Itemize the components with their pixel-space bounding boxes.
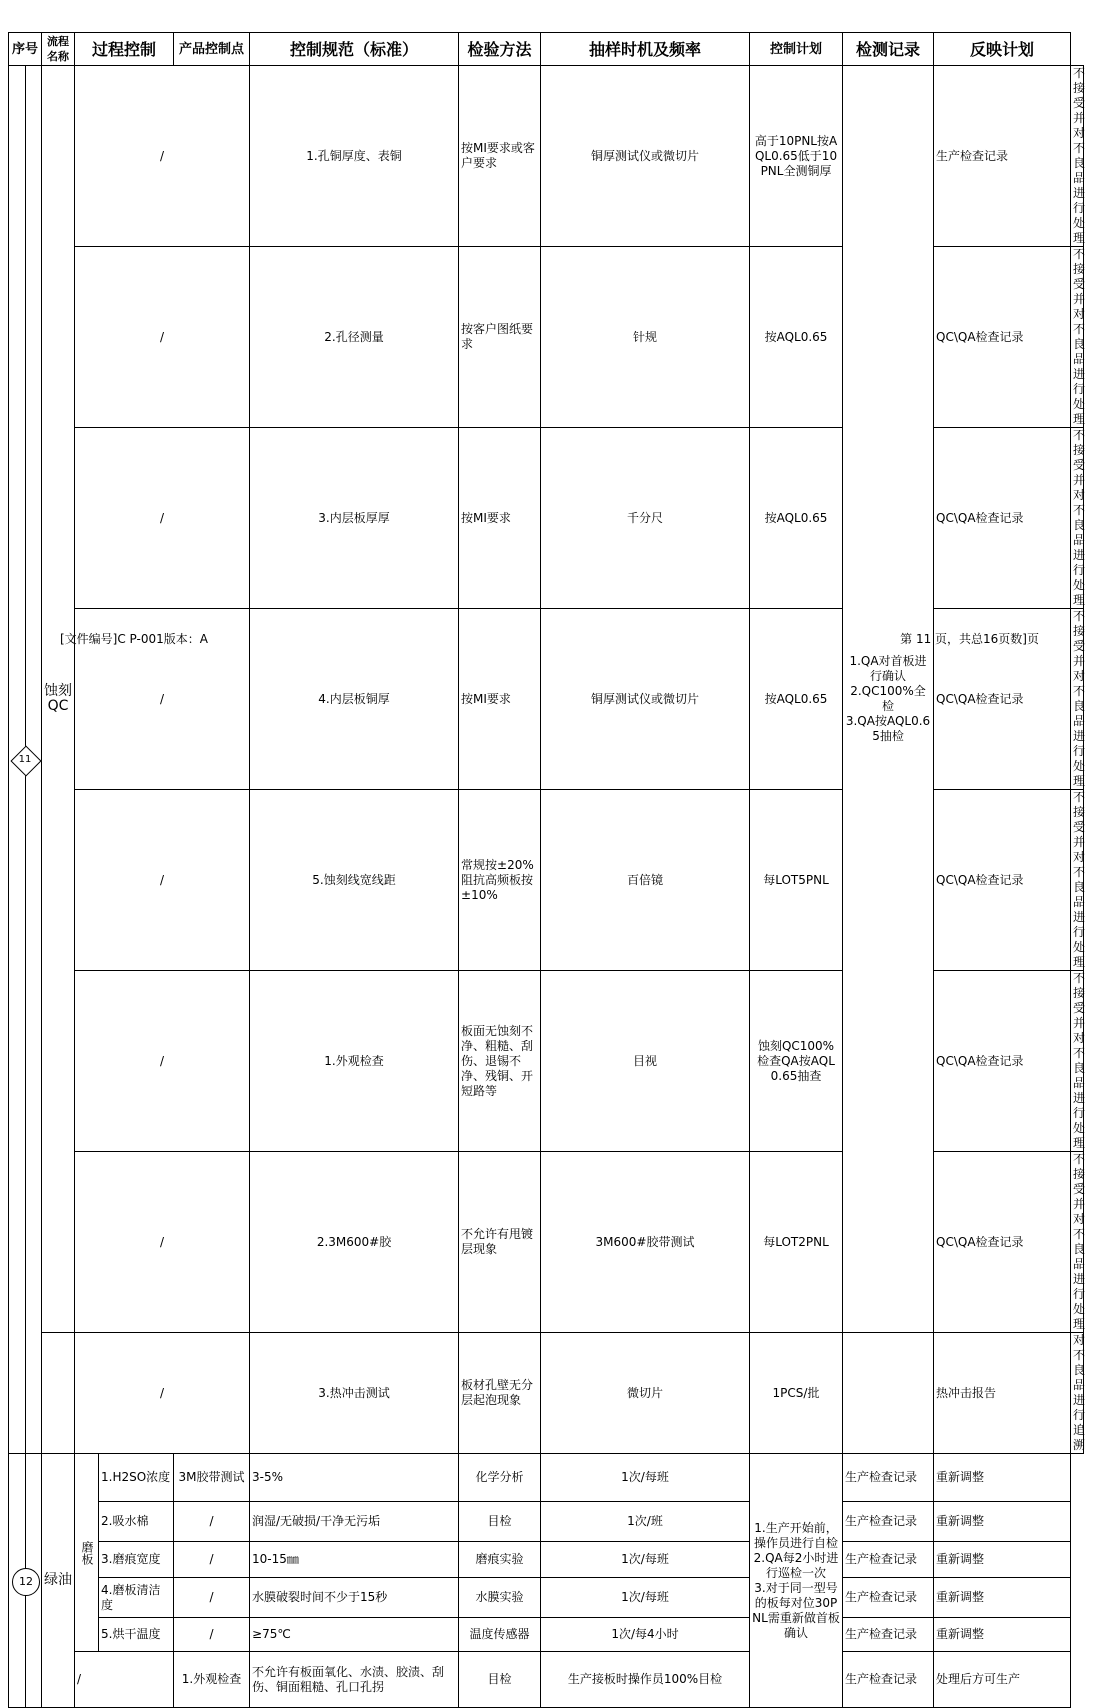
sampling-frequency: 蚀刻QC100%检查QA按AQL0.65抽查 <box>750 971 843 1152</box>
process-control: 5.烘干温度 <box>99 1618 174 1652</box>
control-spec: 3-5% <box>250 1454 459 1502</box>
sampling-frequency: 按AQL0.65 <box>750 428 843 609</box>
inspection-record: QC\QA检查记录 <box>934 609 1071 790</box>
reaction-plan: 不接受并对不良品进行处理 <box>1071 428 1084 609</box>
inspection-record: QC\QA检查记录 <box>934 428 1071 609</box>
inspection-record: QC\QA检查记录 <box>934 1152 1071 1333</box>
header-sampling: 抽样时机及频率 <box>541 33 750 66</box>
step-circle-icon: 12 <box>12 1568 40 1596</box>
control-spec: 水膜破裂时间不少于15秒 <box>250 1578 459 1618</box>
sampling-frequency: 生产接板时操作员100%目检 <box>541 1652 750 1708</box>
control-spec: 常规按±20%阻抗高频板按±10% <box>459 790 541 971</box>
control-point: / <box>174 1578 250 1618</box>
reaction-plan: 对不良品进行追溯 <box>1071 1333 1084 1454</box>
inspection-record: 热冲击报告 <box>934 1333 1071 1454</box>
header-plan: 控制计划 <box>750 33 843 66</box>
inspection-method: 温度传感器 <box>459 1618 541 1652</box>
inspection-method: 铜厚测试仪或微切片 <box>541 66 750 247</box>
control-spec: 不允许有甩镀层现象 <box>459 1152 541 1333</box>
process-control: 3.磨痕宽度 <box>99 1542 174 1578</box>
sampling-frequency: 1次/每班 <box>541 1454 750 1502</box>
stage-name: 绿油 <box>42 1454 75 1708</box>
inspection-method: 目检 <box>459 1652 541 1708</box>
inspection-method: 千分尺 <box>541 428 750 609</box>
table-row <box>9 1578 1084 1618</box>
control-spec: ≥75℃ <box>250 1618 459 1652</box>
inspection-record: QC\QA检查记录 <box>934 790 1071 971</box>
control-spec: 按MI要求 <box>459 609 541 790</box>
process-control: 4.磨板清洁度 <box>99 1578 174 1618</box>
stage-name-empty <box>42 1333 75 1454</box>
sampling-frequency: 1次/每班 <box>541 1578 750 1618</box>
reaction-plan: 不接受并对不良品进行处理 <box>1071 1152 1084 1333</box>
header-spec: 控制规范（标准） <box>250 33 459 66</box>
sampling-frequency: 按AQL0.65 <box>750 247 843 428</box>
reaction-plan: 不接受并对不良品进行处理 <box>1071 971 1084 1152</box>
control-plan-empty <box>843 1333 934 1454</box>
inspection-method: 微切片 <box>541 1333 750 1454</box>
inspection-record: 生产检查记录 <box>843 1618 934 1652</box>
header-row <box>9 33 1084 66</box>
process-control: / <box>75 66 250 247</box>
inspection-record: 生产检查记录 <box>934 66 1071 247</box>
reaction-plan: 重新调整 <box>934 1578 1071 1618</box>
inspection-record: 生产检查记录 <box>843 1542 934 1578</box>
control-plan: 1.QA对首板进行确认 2.QC100%全检 3.QA按AQL0.65抽检 <box>843 66 934 1333</box>
control-spec: 按MI要求 <box>459 428 541 609</box>
control-plan-table <box>8 32 1084 1708</box>
header-method: 检验方法 <box>459 33 541 66</box>
inspection-method: 3M600#胶带测试 <box>541 1152 750 1333</box>
footer-doc-number: [文件编号]C P-001版本：A <box>60 632 208 646</box>
sampling-frequency: 1PCS/批 <box>750 1333 843 1454</box>
control-point: 1.外观检查 <box>174 1652 250 1708</box>
sampling-frequency: 1次/班 <box>541 1502 750 1542</box>
header-control-point: 产品控制点 <box>174 33 250 66</box>
control-spec: 不允许有板面氧化、水渍、胶渍、刮伤、铜面粗糙、孔口孔拐 <box>250 1652 459 1708</box>
control-spec: 板材孔壁无分层起泡现象 <box>459 1333 541 1454</box>
sampling-frequency: 每LOT5PNL <box>750 790 843 971</box>
process-control: 1.H2SO浓度 <box>99 1454 174 1502</box>
control-point: 2.孔径测量 <box>250 247 459 428</box>
section-green-oil <box>9 1454 1084 1708</box>
inspection-method: 磨痕实验 <box>459 1542 541 1578</box>
control-point: / <box>174 1618 250 1652</box>
table-row <box>9 66 1084 247</box>
process-control: / <box>75 1333 250 1454</box>
reaction-plan: 不接受并对不良品进行处理 <box>1071 247 1084 428</box>
inspection-method: 水膜实验 <box>459 1578 541 1618</box>
control-spec: 润湿/无破损/干净无污垢 <box>250 1502 459 1542</box>
seq-cell <box>9 66 42 1454</box>
header-record: 检测记录 <box>843 33 934 66</box>
process-control: / <box>75 790 250 971</box>
process-control: / <box>75 428 250 609</box>
control-point: / <box>174 1502 250 1542</box>
control-point: 3.热冲击测试 <box>250 1333 459 1454</box>
reaction-plan: 重新调整 <box>934 1454 1071 1502</box>
reaction-plan: 重新调整 <box>934 1618 1071 1652</box>
inspection-method: 目视 <box>541 971 750 1152</box>
inspection-method: 百倍镜 <box>541 790 750 971</box>
control-point: 5.蚀刻线宽线距 <box>250 790 459 971</box>
inspection-record: 生产检查记录 <box>843 1454 934 1502</box>
sampling-frequency: 1次/每4小时 <box>541 1618 750 1652</box>
table-row <box>9 1454 1084 1502</box>
reaction-plan: 不接受并对不良品进行处理 <box>1071 66 1084 247</box>
header-process-control: 过程控制 <box>75 33 174 66</box>
inspection-record: 生产检查记录 <box>843 1652 934 1708</box>
table-row <box>9 1333 1084 1454</box>
table-row <box>9 1652 1084 1708</box>
table-row <box>9 1542 1084 1578</box>
table-row <box>9 1618 1084 1652</box>
section-etching-qc <box>9 66 1084 1454</box>
sub-process: 磨板 <box>75 1454 99 1652</box>
header-seq: 序号 <box>9 33 42 66</box>
header-reaction: 反映计划 <box>934 33 1071 66</box>
inspection-record: QC\QA检查记录 <box>934 247 1071 428</box>
control-point: 2.3M600#胶 <box>250 1152 459 1333</box>
sampling-frequency: 1次/每班 <box>541 1542 750 1578</box>
control-spec: 板面无蚀刻不净、粗糙、刮伤、退锡不净、残铜、开短路等 <box>459 971 541 1152</box>
reaction-plan: 不接受并对不良品进行处理 <box>1071 609 1084 790</box>
process-control: / <box>75 1652 174 1708</box>
stage-name: 蚀刻QC <box>42 66 75 1333</box>
inspection-record: 生产检查记录 <box>843 1578 934 1618</box>
control-point: 3M胶带测试 <box>174 1454 250 1502</box>
control-plan: 1.生产开始前，操作员进行自检 2.QA每2小时进行巡检一次 3.对于同一型号的板每对位30PNL需重新做首板确认 <box>750 1454 843 1708</box>
inspection-method: 针规 <box>541 247 750 428</box>
process-control: / <box>75 1152 250 1333</box>
sampling-frequency: 高于10PNL按AQL0.65低于10PNL全测铜厚 <box>750 66 843 247</box>
control-point: / <box>174 1542 250 1578</box>
seq-cell <box>9 1454 42 1708</box>
process-control: / <box>75 971 250 1152</box>
inspection-record: QC\QA检查记录 <box>934 971 1071 1152</box>
control-spec: 10-15㎜ <box>250 1542 459 1578</box>
footer-page-info: 第 11 页，共总16页数]页 <box>900 632 1039 646</box>
process-control: 2.吸水棉 <box>99 1502 174 1542</box>
control-point: 1.外观检查 <box>250 971 459 1152</box>
sampling-frequency: 按AQL0.65 <box>750 609 843 790</box>
control-spec: 按MI要求或客户要求 <box>459 66 541 247</box>
reaction-plan: 重新调整 <box>934 1502 1071 1542</box>
reaction-plan: 重新调整 <box>934 1542 1071 1578</box>
control-spec: 按客户图纸要求 <box>459 247 541 428</box>
table-row <box>9 1502 1084 1542</box>
header-process-name: 流程名称 <box>42 33 75 66</box>
control-point: 3.内层板厚厚 <box>250 428 459 609</box>
inspection-method: 目检 <box>459 1502 541 1542</box>
control-point: 1.孔铜厚度、表铜 <box>250 66 459 247</box>
control-point: 4.内层板铜厚 <box>250 609 459 790</box>
process-control: / <box>75 609 250 790</box>
reaction-plan: 处理后方可生产 <box>934 1652 1071 1708</box>
inspection-method: 铜厚测试仪或微切片 <box>541 609 750 790</box>
inspection-record: 生产检查记录 <box>843 1502 934 1542</box>
sampling-frequency: 每LOT2PNL <box>750 1152 843 1333</box>
step-number: 11 <box>18 753 32 765</box>
reaction-plan: 不接受并对不良品进行处理 <box>1071 790 1084 971</box>
inspection-method: 化学分析 <box>459 1454 541 1502</box>
process-control: / <box>75 247 250 428</box>
